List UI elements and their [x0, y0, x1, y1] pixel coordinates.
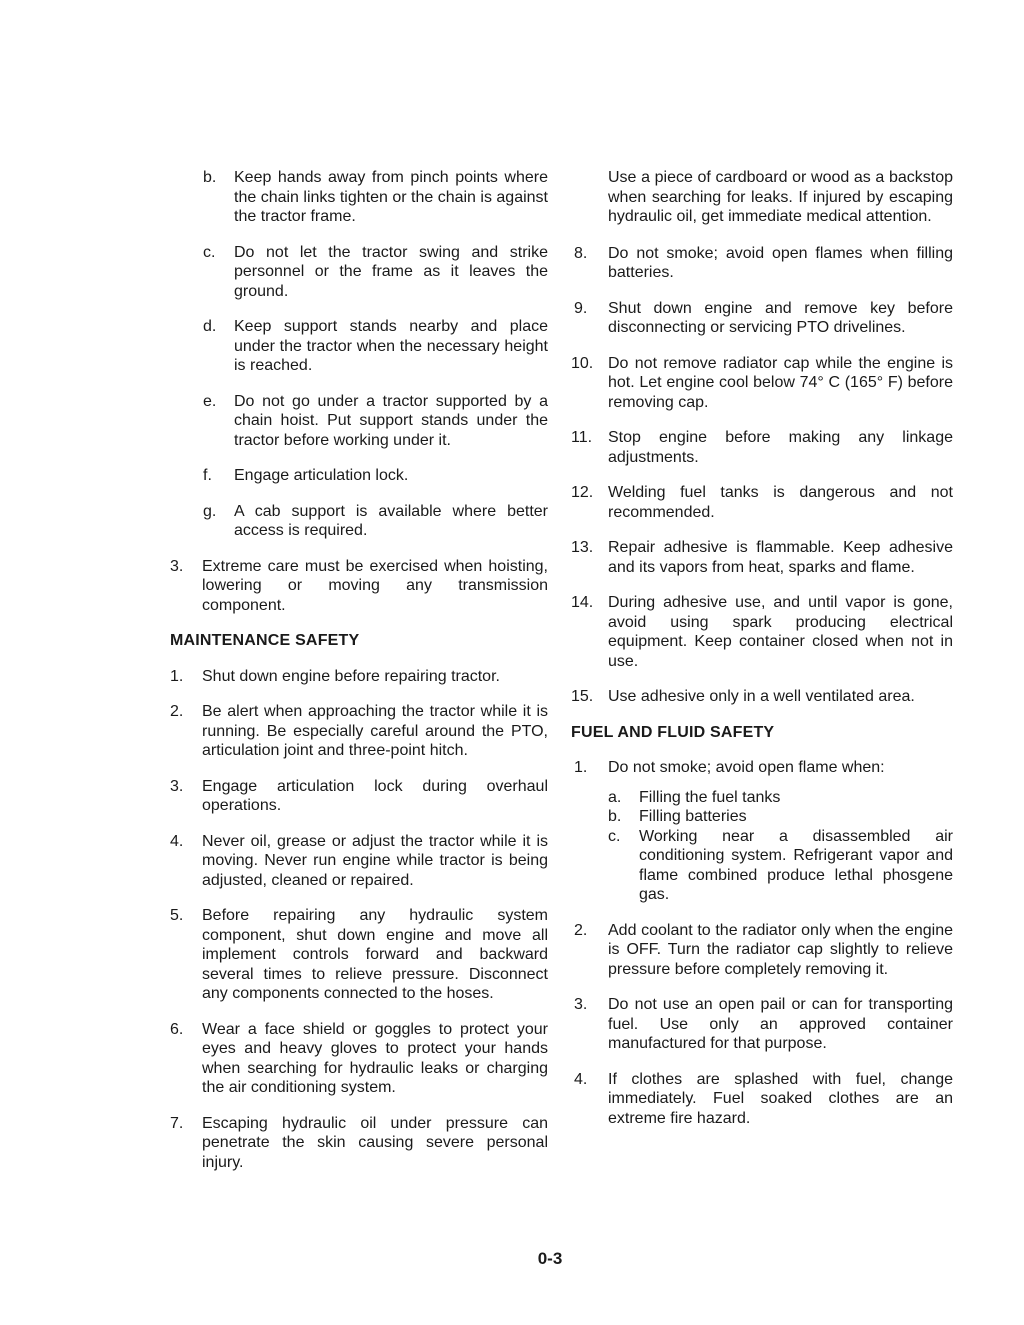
list-item: 3. Engage articulation lock during overhaul operations.	[170, 777, 548, 814]
list-item: 8. Do not smoke; avoid open flames when filling batteries.	[574, 244, 953, 281]
left-column	[170, 168, 548, 1188]
list-item: 1. Shut down engine before repairing tractor.	[170, 667, 500, 685]
list-item: d. Keep support stands nearby and place under the tractor when the necessary height is reached.	[203, 318, 548, 374]
list-item: e. Do not go under a tractor supported by a chain hoist. Put support stands under the tractor before working under it.	[203, 392, 548, 449]
list-item: c. Working near a disassembled air conditioning system. Refrigerant vapor and flame combined produce lethal phosgene gas.	[608, 827, 953, 903]
list-item: g. A cab support is available where better access is required.	[203, 502, 548, 539]
continuation-paragraph: Use a piece of cardboard or wood as a backstop when searching for leaks. If injured by escaping hydraulic oil, get immediate medical attention.	[608, 169, 953, 225]
list-item: a. Filling the fuel tanks	[608, 788, 781, 806]
list-item: 7. Escaping hydraulic oil under pressure can penetrate the skin causing severe personal injury.	[170, 1114, 548, 1171]
list-item: 3. Do not use an open pail or can for transporting fuel. Use only an approved container manufactured for that purpose.	[574, 996, 953, 1052]
list-item: 1. Do not smoke; avoid open flame when:	[574, 759, 885, 776]
list-item: b. Filling batteries	[608, 808, 747, 825]
sub-list	[571, 788, 953, 905]
list-item: 2. Be alert when approaching the tractor while it is running. Be especially careful around the PTO, articulation joint and three-point hitch.	[170, 703, 548, 759]
list-item: c. Do not let the tractor swing and strike personnel or the frame as it leaves the ground.	[203, 243, 548, 300]
list-item: 3. Extreme care must be exercised when hoisting, lowering or moving any transmission component.	[170, 557, 548, 614]
list-item: f. Engage articulation lock.	[203, 467, 409, 484]
fuel-fluid-safety-heading: FUEL AND FLUID SAFETY	[571, 723, 775, 741]
list-item: b. Keep hands away from pinch points where the chain links tighten or the chain is against the tractor frame.	[203, 169, 548, 225]
list-item: 10. Do not remove radiator cap while the engine is hot. Let engine cool below 74° C (165° F) before removing cap.	[571, 354, 953, 411]
list-item: 4. Never oil, grease or adjust the tractor while it is moving. Never run engine while tractor is being adjusted, cleaned or repaired.	[170, 832, 548, 889]
list-item: 14. During adhesive use, and until vapor is gone, avoid using spark producing electrical equipment. Keep container closed when not in use.	[571, 594, 953, 670]
list-item: 5. Before repairing any hydraulic system component, shut down engine and move all implement controls forward and backward several times to relieve pressure. Disconnect any components connected to the hoses.	[170, 907, 548, 1002]
list-item: 15. Use adhesive only in a well ventilated area.	[571, 688, 915, 705]
list-item: 6. Wear a face shield or goggles to protect your eyes and heavy gloves to protect your hands when searching for hydraulic leaks or charging the air conditioning system.	[170, 1020, 548, 1096]
list-item: 12. Welding fuel tanks is dangerous and not recommended.	[571, 484, 953, 521]
maintenance-safety-heading: MAINTENANCE SAFETY	[170, 632, 360, 649]
list-item: 13. Repair adhesive is flammable. Keep adhesive and its vapors from heat, sparks and flame.	[571, 539, 953, 576]
page-number: 0-3	[537, 1249, 563, 1268]
list-item: 11. Stop engine before making any linkage adjustments.	[571, 429, 953, 466]
list-item: 2. Add coolant to the radiator only when the engine is OFF. Turn the radiator cap slightly to relieve pressure before completely removing it.	[574, 921, 953, 978]
right-column	[571, 168, 953, 1144]
list-item: 4. If clothes are splashed with fuel, change immediately. Fuel soaked clothes are an extreme fire hazard.	[574, 1070, 953, 1127]
list-item: 9. Shut down engine and remove key before disconnecting or servicing PTO drivelines.	[574, 299, 953, 336]
